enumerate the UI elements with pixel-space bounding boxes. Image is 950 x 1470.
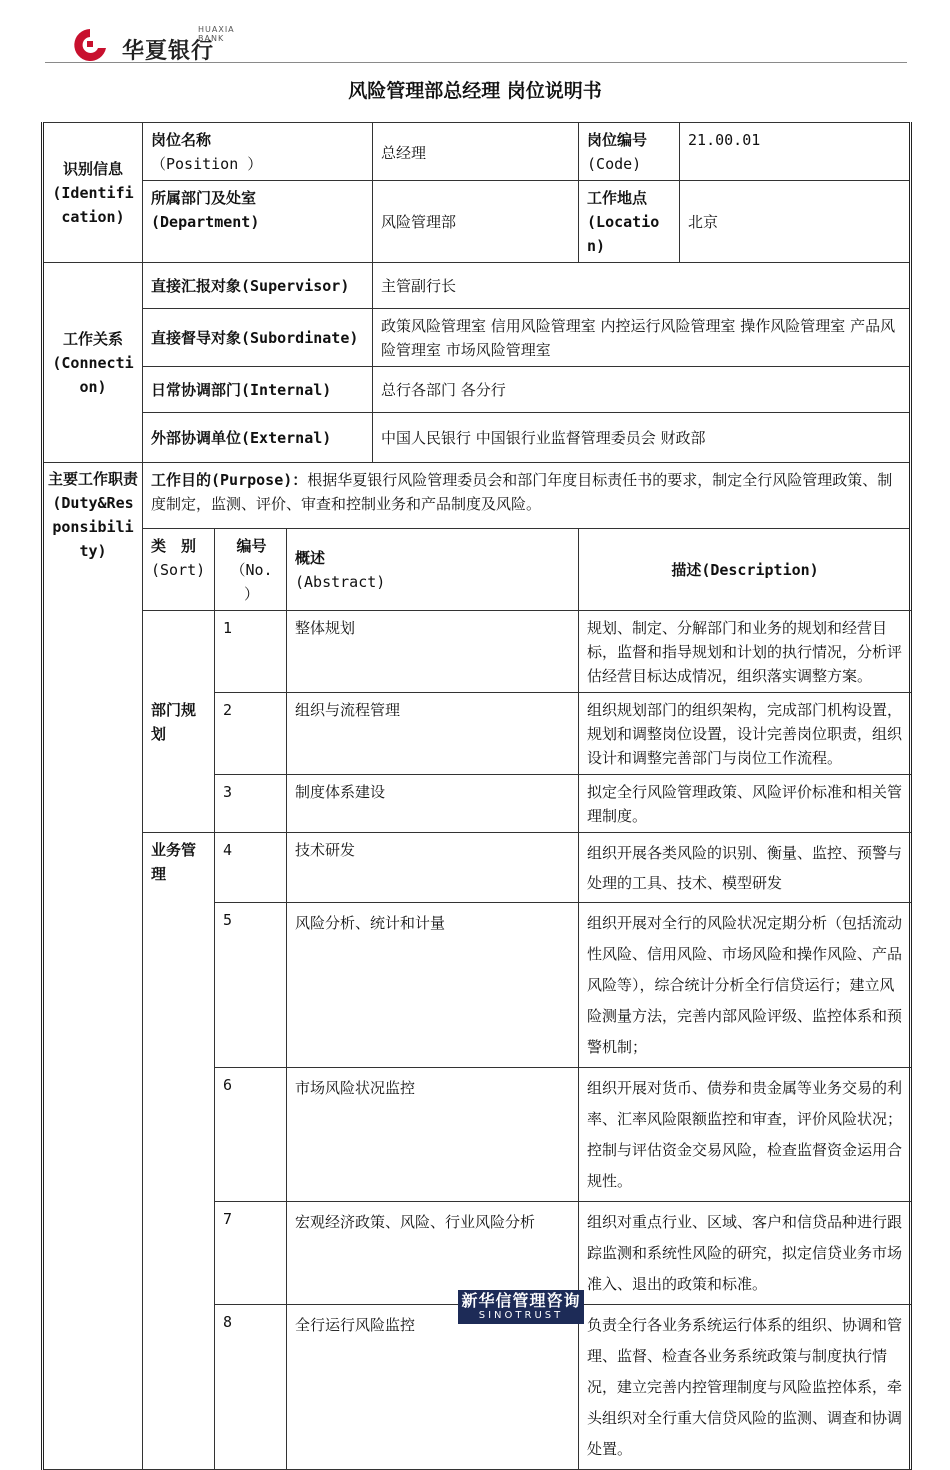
purpose-cell bbox=[143, 463, 911, 529]
item-description: 组织对重点行业、区域、客户和信贷品种进行跟踪监测和系统性风险的研究，拟定信贷业务市场准入、退出的政策和标准。 bbox=[579, 1202, 911, 1305]
item-abstract: 组织与流程管理 bbox=[287, 693, 579, 775]
item-description: 组织规划部门的组织架构，完成部门机构设置，规划和调整岗位设置，设计完善岗位职责，组织设计和调整完善部门与岗位工作流程。 bbox=[579, 693, 911, 775]
no-header-end: ） bbox=[243, 585, 259, 603]
connection-category-en: (Connection) bbox=[52, 353, 134, 396]
purpose-text: 根据华夏银行风险管理委员会和部门年度目标责任书的要求，制定全行风险管理政策、制度制定，监测、评价、审查和控制业务和产品制度及风险。 bbox=[151, 471, 893, 513]
position-label-cn: 岗位名称 bbox=[151, 131, 212, 149]
connection-category bbox=[43, 263, 143, 463]
duty-item-row bbox=[43, 611, 911, 693]
location-value: 北京 bbox=[680, 181, 911, 263]
location-label-cell bbox=[579, 181, 680, 263]
item-description: 组织开展对货币、债券和贵金属等业务交易的利率、汇率风险限额监控和审查，评价风险状况；控制与评估资金交易风险，检查监督资金运用合规性。 bbox=[579, 1068, 911, 1202]
item-no: 5 bbox=[215, 903, 287, 1068]
subordinate-label: 直接督导对象(Subordinate) bbox=[143, 309, 373, 367]
code-label-cn: 岗位编号 bbox=[587, 131, 648, 149]
footer-logo-cn: 新华信管理咨询 bbox=[461, 1291, 581, 1310]
position-label-cell bbox=[143, 123, 373, 181]
supervisor-value: 主管副行长 bbox=[373, 263, 911, 309]
identification-row-1 bbox=[43, 123, 911, 181]
department-value bbox=[373, 181, 579, 263]
internal-label: 日常协调部门(Internal) bbox=[143, 367, 373, 413]
document-title: 风险管理部总经理 岗位说明书 bbox=[348, 80, 602, 102]
supervisor-label: 直接汇报对象(Supervisor) bbox=[143, 263, 373, 309]
position-value-text: 总经理 bbox=[381, 144, 427, 162]
sort-cell-business: 业务管理 bbox=[143, 833, 215, 1470]
sinotrust-logo bbox=[458, 1290, 584, 1324]
identification-category bbox=[43, 123, 143, 263]
purpose-label: 工作目的(Purpose)： bbox=[151, 471, 308, 489]
item-abstract: 风险分析、统计和计量 bbox=[287, 903, 579, 1068]
purpose-row bbox=[43, 463, 911, 529]
header-rule bbox=[45, 62, 907, 63]
identification-row-2 bbox=[43, 181, 911, 263]
huaxia-logo-icon bbox=[70, 26, 110, 64]
duty-header-row bbox=[43, 529, 911, 611]
item-no: 3 bbox=[215, 775, 287, 833]
code-label-cell bbox=[579, 123, 680, 181]
external-label: 外部协调单位(External) bbox=[143, 413, 373, 463]
internal-value: 总行各部门 各分行 bbox=[373, 367, 911, 413]
department-label-cell bbox=[143, 181, 373, 263]
item-description: 规划、制定、分解部门和业务的规划和经营目标，监督和指导规划和计划的执行情况，分析评估经营目标达成情况，组织落实调整方案。 bbox=[579, 611, 911, 693]
abstract-header bbox=[287, 529, 579, 611]
item-no: 4 bbox=[215, 833, 287, 903]
identification-category-cn: 识别信息 bbox=[62, 159, 123, 178]
identification-category-en: (Identification) bbox=[52, 183, 134, 226]
no-header bbox=[215, 529, 287, 611]
location-label-en: (Location) bbox=[587, 213, 660, 255]
item-abstract: 市场风险状况监控 bbox=[287, 1068, 579, 1202]
position-value bbox=[373, 123, 579, 181]
code-label-en: (Code) bbox=[587, 155, 642, 173]
item-no: 8 bbox=[215, 1305, 287, 1470]
sort-header-en: (Sort) bbox=[151, 561, 206, 579]
item-abstract: 技术研发 bbox=[287, 833, 579, 903]
item-no: 6 bbox=[215, 1068, 287, 1202]
connection-row-external bbox=[43, 413, 911, 463]
no-header-en: （No. bbox=[230, 561, 273, 579]
duty-item-row bbox=[43, 833, 911, 903]
item-no: 2 bbox=[215, 693, 287, 775]
item-description: 组织开展对全行的风险状况定期分析（包括流动性风险、信用风险、市场风险和操作风险、产品风险等），综合统计分析全行信贷运行；建立风险测量方法，完善内部风险评级、监控体系和预警机制； bbox=[579, 903, 911, 1068]
job-description-table bbox=[41, 122, 912, 1470]
position-label-en: （Position ） bbox=[151, 155, 263, 173]
duty-category-cn: 主要工作职责 bbox=[48, 470, 139, 488]
sort-header-cn: 类 别 bbox=[151, 537, 197, 555]
sort-header bbox=[143, 529, 215, 611]
item-no: 7 bbox=[215, 1202, 287, 1305]
department-label-en: (Department) bbox=[151, 213, 260, 231]
item-abstract: 宏观经济政策、风险、行业风险分析 bbox=[287, 1202, 579, 1305]
connection-row-internal bbox=[43, 367, 911, 413]
location-label-cn: 工作地点 bbox=[587, 189, 648, 207]
logo-english-text: HUAXIA BANK bbox=[198, 25, 235, 43]
item-description: 组织开展各类风险的识别、衡量、监控、预警与处理的工具、技术、模型研发 bbox=[579, 833, 911, 903]
description-header: 描述(Description) bbox=[579, 529, 911, 611]
no-header-cn: 编号 bbox=[236, 537, 267, 555]
abstract-header-cn: 概述 bbox=[295, 549, 326, 567]
item-description: 拟定全行风险管理政策、风险评价标准和相关管理制度。 bbox=[579, 775, 911, 833]
department-value-text: 风险管理部 bbox=[381, 213, 457, 231]
connection-category-cn: 工作关系 bbox=[62, 329, 123, 348]
code-value: 21.00.01 bbox=[680, 123, 911, 181]
external-value: 中国人民银行 中国银行业监督管理委员会 财政部 bbox=[373, 413, 911, 463]
sort-cell-planning: 部门规划 bbox=[143, 611, 215, 833]
subordinate-value: 政策风险管理室 信用风险管理室 内控运行风险管理室 操作风险管理室 产品风险管理室 市场风险管理室 bbox=[373, 309, 911, 367]
department-label-cn: 所属部门及处室 bbox=[151, 189, 257, 207]
item-no: 1 bbox=[215, 611, 287, 693]
duty-category-en: (Duty&Responsibility) bbox=[52, 494, 134, 560]
item-abstract: 制度体系建设 bbox=[287, 775, 579, 833]
abstract-header-en: (Abstract) bbox=[295, 573, 386, 591]
connection-row-subordinate bbox=[43, 309, 911, 367]
item-description: 负责全行各业务系统运行体系的组织、协调和管理、监督、检查各业务系统政策与制度执行情况，建立完善内控管理制度与风险监控体系，牵头组织对全行重大信贷风险的监测、调查和协调处置。 bbox=[579, 1305, 911, 1470]
item-abstract: 全行运行风险监控 bbox=[287, 1305, 579, 1470]
duty-category bbox=[43, 463, 143, 1470]
connection-row-supervisor bbox=[43, 263, 911, 309]
item-abstract: 整体规划 bbox=[287, 611, 579, 693]
footer-logo-en: SINOTRUST bbox=[478, 1310, 564, 1321]
logo-chinese-text: 华夏银行 bbox=[122, 39, 215, 64]
